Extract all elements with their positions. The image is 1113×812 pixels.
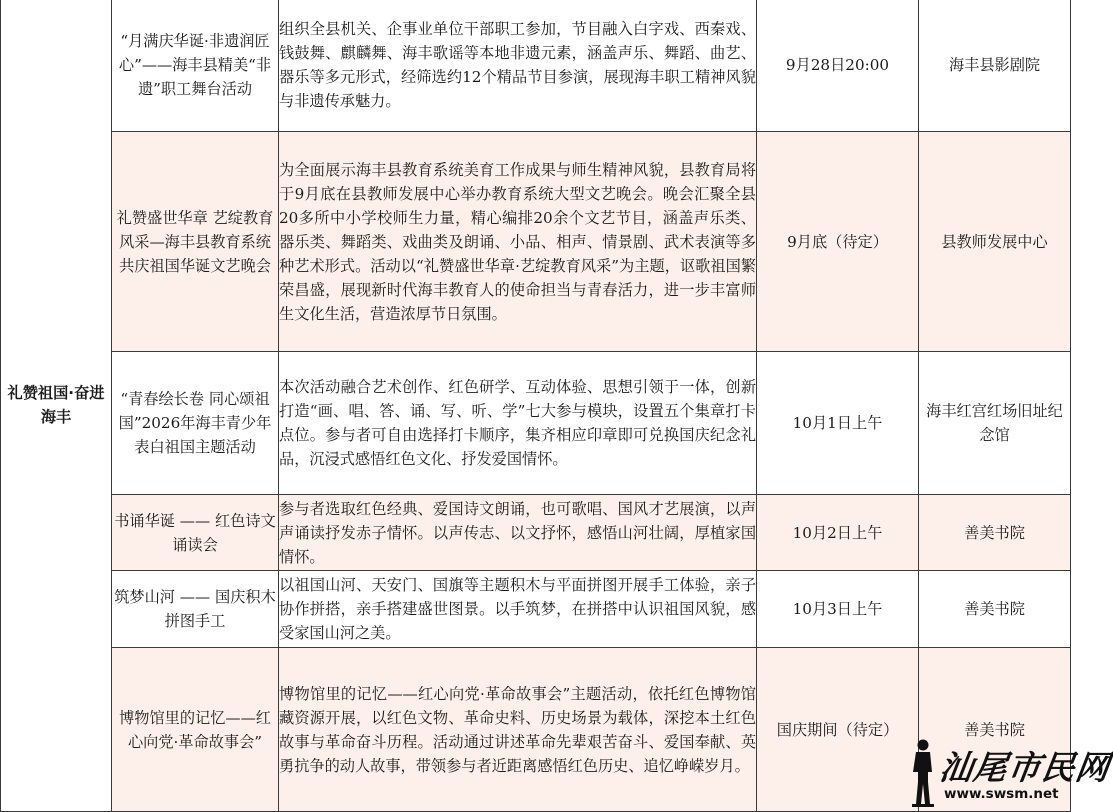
table-row xyxy=(1,132,1071,352)
person-silhouette-icon xyxy=(908,738,936,808)
event-description: 以祖国山河、天安门、国旗等主题积木与平面拼图开展手工体验，亲子协作拼搭，亲手搭建盛世图景。以手筑梦，在拼搭中认识祖国风貌，感受家国山河之美。 xyxy=(279,571,757,648)
event-time: 10月1日上午 xyxy=(757,352,919,495)
event-time: 10月3日上午 xyxy=(757,571,919,648)
event-place: 善美书院 xyxy=(919,495,1071,571)
event-place: 善美书院 xyxy=(919,571,1071,648)
event-place: 海丰红宫红场旧址纪念馆 xyxy=(919,352,1071,495)
event-time: 10月2日上午 xyxy=(757,495,919,571)
table-row xyxy=(1,0,1071,132)
event-description: 组织全县机关、企事业单位干部职工参加，节目融入白字戏、西秦戏、钱鼓舞、麒麟舞、海丰歌谣等本地非遗元素，涵盖声乐、舞蹈、曲艺、器乐等多元形式，经筛选约12个精品节目参演，展现海丰职工精神风貌与非遗传承魅力。 xyxy=(279,0,757,132)
event-time: 9月底（待定） xyxy=(757,132,919,352)
table-row xyxy=(1,352,1071,495)
event-name: 礼赞盛世华章 艺绽教育风采—海丰县教育系统共庆祖国华诞文艺晚会 xyxy=(112,132,279,352)
event-description: 本次活动融合艺术创作、红色研学、互动体验、思想引领于一体，创新打造“画、唱、答、诵、写、听、学”七大参与模块，设置五个集章打卡点位。参与者可自由选择打卡顺序，集齐相应印章即可兑换国庆纪念礼品，沉浸式感悟红色文化、抒发爱国情怀。 xyxy=(279,352,757,495)
event-name: 书诵华诞 —— 红色诗文诵读会 xyxy=(112,495,279,571)
event-time: 9月28日20:00 xyxy=(757,0,919,132)
event-time: 国庆期间（待定） xyxy=(757,648,919,812)
table-row xyxy=(1,495,1071,571)
event-description: 参与者选取红色经典、爱国诗文朗诵，也可歌唱、国风才艺展演，以声声诵读抒发赤子情怀。以声传志、以文抒怀，感悟山河壮阔，厚植家国情怀。 xyxy=(279,495,757,571)
event-description: 博物馆里的记忆——红心向党·革命故事会”主题活动，依托红色博物馆藏资源开展，以红色文物、革命史料、历史场景为载体，深挖本土红色故事与革命奋斗历程。活动通过讲述革命先辈艰苦奋斗、爱国奉献、英勇抗争的动人故事，带领参与者近距离感悟红色历史、追忆峥嵘岁月。 xyxy=(279,648,757,812)
event-name: 博物馆里的记忆——红心向党·革命故事会” xyxy=(112,648,279,812)
event-name: 筑梦山河 —— 国庆积木拼图手工 xyxy=(112,571,279,648)
event-place: 海丰县影剧院 xyxy=(919,0,1071,132)
event-place: 县教师发展中心 xyxy=(919,132,1071,352)
watermark-url: www.swsm.net xyxy=(944,786,1059,802)
table-row xyxy=(1,571,1071,648)
category-cell: 礼赞祖国·奋进海丰 xyxy=(1,0,112,812)
event-name: “青春绘长卷 同心颂祖国”2026年海丰青少年表白祖国主题活动 xyxy=(112,352,279,495)
event-description: 为全面展示海丰县教育系统美育工作成果与师生精神风貌，县教育局将于9月底在县教师发展中心举办教育系统大型文艺晚会。晚会汇聚全县20多所中小学校师生力量，精心编排20余个文艺节目，涵盖声乐类、器乐类、舞蹈类、戏曲类及朗诵、小品、相声、情景剧、武术表演等多种艺术形式。活动以“礼赞盛世华章·艺绽教育风采”为主题，讴歌祖国繁荣昌盛，展现新时代海丰教育人的使命担当与青春活力，进一步丰富师生文化生活，营造浓厚节日氛围。 xyxy=(279,132,757,352)
event-name: “月满庆华诞·非遗润匠心”——海丰县精美“非遗”职工舞台活动 xyxy=(112,0,279,132)
event-place: 善美书院 xyxy=(919,648,1071,812)
site-watermark xyxy=(904,736,1113,810)
watermark-brand: 汕尾市民网 xyxy=(936,748,1113,787)
